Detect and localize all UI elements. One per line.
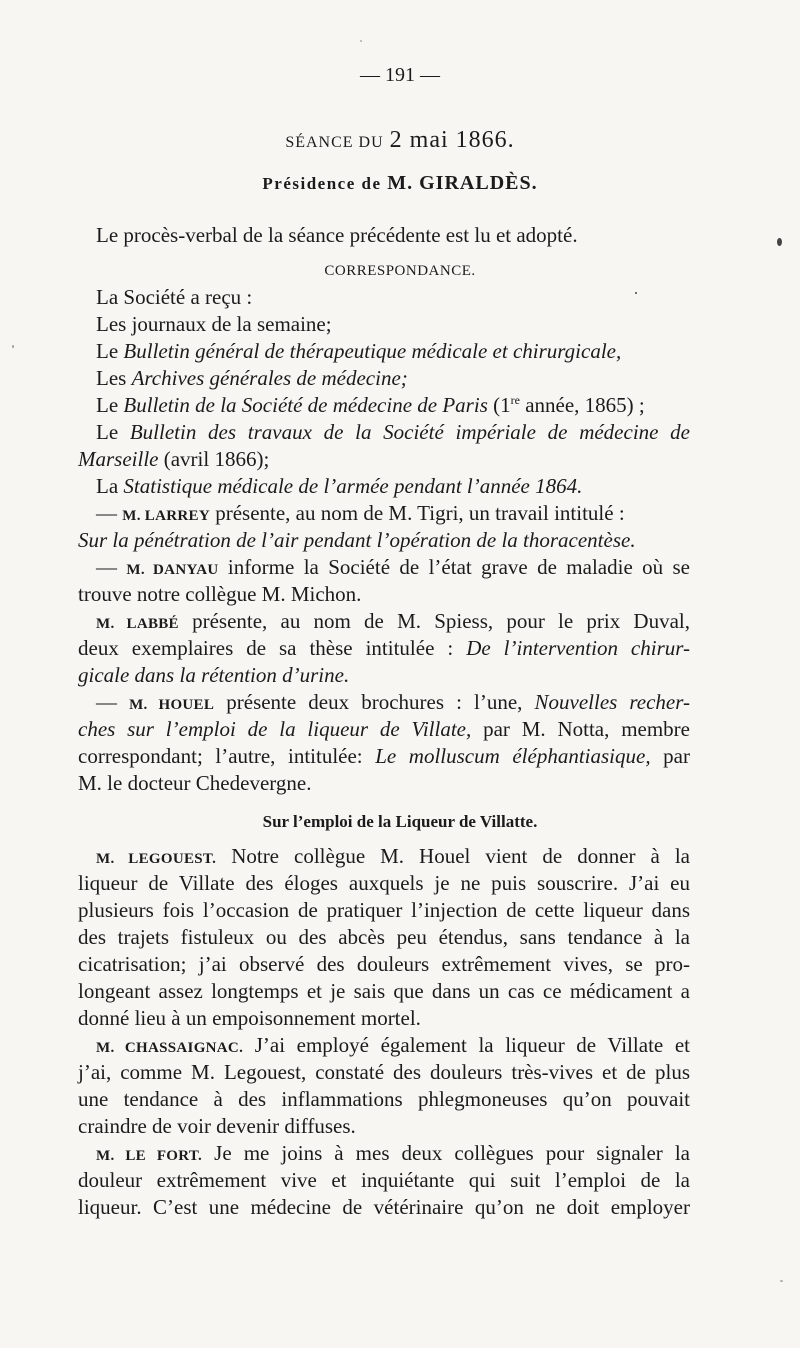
scan-speck <box>360 40 362 42</box>
work-title: De l’intervention chirur- <box>466 636 691 660</box>
journal-title: Bulletin de la Société de médecine de Paris <box>123 393 488 417</box>
disc-line-7: donné lieu à un empoisonnement mortel. <box>78 1006 421 1030</box>
corr-line-11: — M. DANYAU informe la Société de l’état grave de maladie où se <box>96 555 690 579</box>
corr-line-13: M. LABBÉ présente, au nom de M. Spiess, pour le prix Duval, <box>96 609 690 633</box>
disc-line-4: des trajets fistuleux ou des abcès peu étendus, sans tendance à la <box>78 925 690 949</box>
corr-line-19: M. le docteur Chedevergne. <box>78 771 312 795</box>
disc-line-9: j’ai, comme M. Legouest, constaté des douleurs très-vives et de plus <box>78 1060 690 1084</box>
corr-line-4: Les Archives générales de médecine; <box>96 366 408 390</box>
corr-line-1: La Société a reçu : <box>96 285 253 309</box>
disc-line-3: plusieurs fois l’occasion de pratiquer l’injection de cette liqueur dans <box>78 898 690 922</box>
work-title: ches sur l’emploi de la liqueur de Villate, <box>78 717 472 741</box>
speaker-name: M. LABBÉ <box>96 616 179 632</box>
journal-title: Archives générales de médecine; <box>131 366 408 390</box>
seance-heading <box>0 127 800 156</box>
corr-line-12: trouve notre collègue M. Michon. <box>78 582 362 606</box>
disc-line-11: craindre de voir devenir diffuses. <box>78 1114 356 1138</box>
journal-title: Bulletin des travaux de la Société impériale de médecine de <box>129 420 690 444</box>
section-title: Sur l’emploi de la Liqueur de Villatte. <box>262 812 538 831</box>
journal-title: Bulletin général de thérapeutique médicale et chirurgicale, <box>123 339 622 363</box>
corr-line-2: Les journaux de la semaine; <box>96 312 332 336</box>
corr-line-8: La Statistique médicale de l’armée pendant l’année 1864. <box>96 474 583 498</box>
disc-line-13: douleur extrêmement vive et inquiétante qui suit l’emploi de la <box>78 1168 690 1192</box>
corr-line-14: deux exemplaires de sa thèse intitulée : De l’intervention chirur- <box>78 636 691 660</box>
corr-line-6: Le Bulletin des travaux de la Société impériale de médecine de <box>96 420 690 444</box>
scan-speck <box>777 238 782 246</box>
corr-line-15 <box>78 662 698 689</box>
corr-line-5: Le Bulletin de la Société de médecine de Paris (1re année, 1865) ; <box>96 393 645 417</box>
seance-date: 2 mai 1866. <box>389 127 515 153</box>
corr-line-7: Marseille (avril 1866); <box>78 447 270 471</box>
disc-line-2: liqueur de Villate des éloges auxquels je ne puis souscrire. J’ai eu <box>78 871 690 895</box>
work-title: gicale dans la rétention d’urine. <box>78 663 350 687</box>
scan-speck <box>780 1280 783 1282</box>
disc-line-14: liqueur. C’est une médecine de vétérinaire qu’on ne doit employer <box>78 1195 690 1219</box>
disc-line-6: longeant assez longtemps et je sais que dans un cas ce médicament a <box>78 979 690 1003</box>
work-title: Nouvelles recher- <box>534 690 690 714</box>
corr-line-17: ches sur l’emploi de la liqueur de Villate, par M. Notta, membre <box>78 717 690 741</box>
corr-line-9: — M. LARREY présente, au nom de M. Tigri, un travail intitulé : <box>96 501 625 525</box>
scan-speck <box>12 345 14 348</box>
corr-line-3: Le Bulletin général de thérapeutique médicale et chirurgicale, <box>96 339 622 363</box>
journal-title: Marseille <box>78 447 159 471</box>
disc-line-8: M. CHASSAIGNAC. J’ai employé également la liqueur de Villate et <box>96 1033 690 1057</box>
journal-title: Statistique médicale de l’armée pendant l’année 1864. <box>123 474 583 498</box>
intro-paragraph: Le procès-verbal de la séance précédente est lu et adopté. <box>96 223 578 247</box>
speaker-name: M. DANYAU <box>126 562 219 578</box>
speaker-name: M. CHASSAIGNAC. <box>96 1040 244 1056</box>
corr-line-10 <box>78 527 698 554</box>
work-title: Sur la pénétration de l’air pendant l’opération de la thoracentèse. <box>78 528 636 552</box>
speaker-name: M. HOUEL <box>129 697 215 713</box>
scan-speck <box>635 292 637 294</box>
disc-line-5: cicatrisation; j’ai observé des douleurs extrêmement vives, se pro- <box>78 952 690 976</box>
presidence-name: M. GIRALDÈS. <box>387 172 538 194</box>
disc-line-10: une tendance à des inflammations phlegmoneuses qu’on pouvait <box>78 1087 690 1111</box>
speaker-name: M. LEGOUEST. <box>96 851 217 867</box>
speaker-name: M. LE FORT. <box>96 1148 203 1164</box>
correspondance-heading: CORRESPONDANCE. <box>324 263 476 279</box>
corr-line-16: — M. HOUEL présente deux brochures : l’une, Nouvelles recher- <box>96 690 690 714</box>
presidence-heading <box>0 170 800 197</box>
page-number: — 191 — <box>360 64 440 86</box>
disc-line-1: M. LEGOUEST. Notre collègue M. Houel vient de donner à la <box>96 844 690 868</box>
disc-line-12: M. LE FORT. Je me joins à mes deux collègues pour signaler la <box>96 1141 691 1165</box>
presidence-label: Présidence de <box>262 174 382 193</box>
work-title: Le molluscum éléphantiasique, <box>375 744 651 768</box>
corr-line-18: correspondant; l’autre, intitulée: Le molluscum éléphantiasique, par <box>78 744 690 768</box>
seance-label: SÉANCE DU <box>285 134 384 151</box>
speaker-name: M. LARREY <box>122 508 210 524</box>
